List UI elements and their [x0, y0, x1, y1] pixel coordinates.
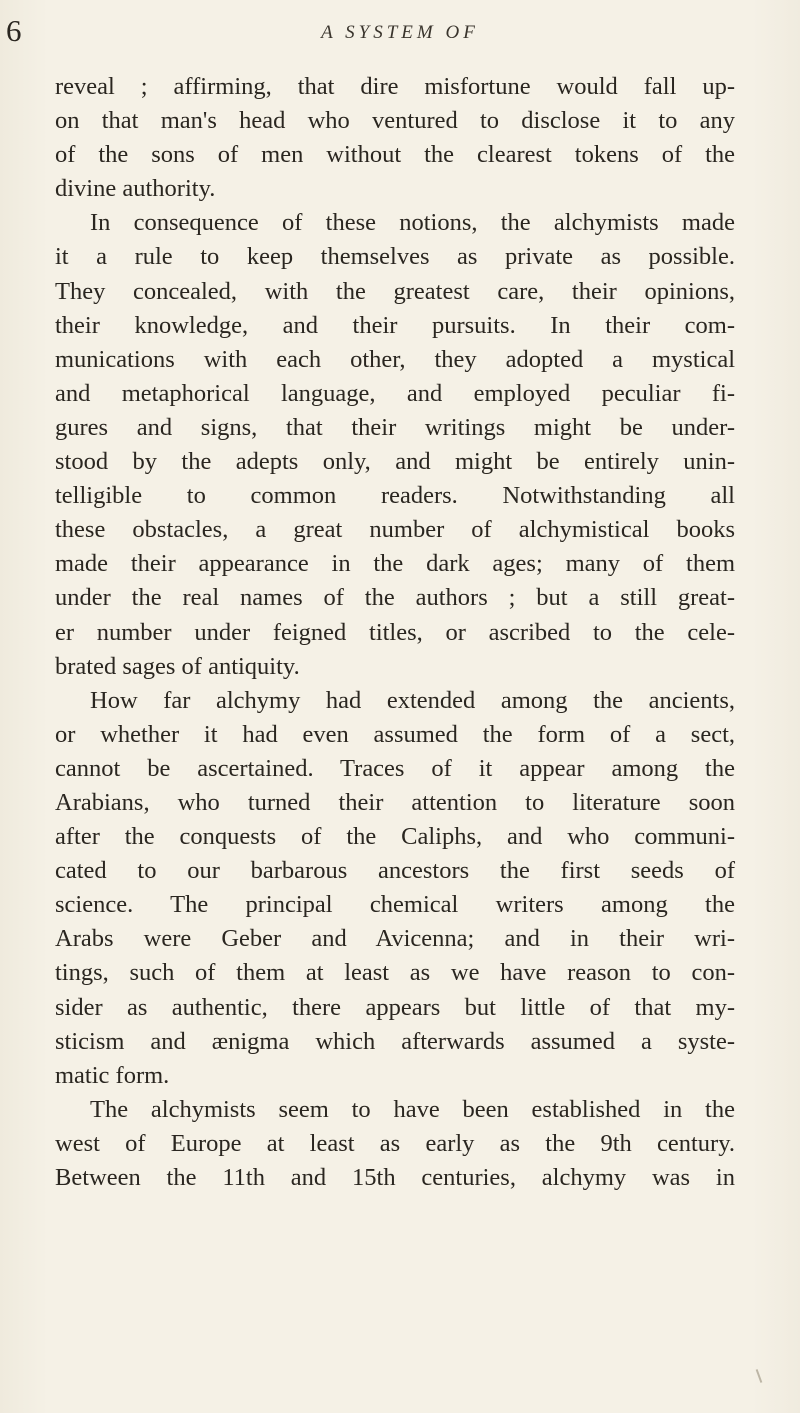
- text-line: under the real names of the authors ; but a still great-: [55, 584, 735, 612]
- text-line: reveal ; affirming, that dire misfortune would fall up-: [55, 73, 735, 100]
- text-line: The alchymists seem to have been established in the: [90, 1095, 735, 1123]
- text-line: cannot be ascertained. Traces of it appear among the: [55, 754, 735, 782]
- text-line: Arabs were Geber and Avicenna; and in their wri-: [55, 925, 735, 953]
- text-line: brated sages of antiquity.: [55, 652, 300, 680]
- text-line: or whether it had even assumed the form of a sect,: [55, 720, 735, 748]
- text-line: Between the 11th and 15th centuries, alchymy was in: [55, 1164, 735, 1191]
- text-line: How far alchymy had extended among the ancients,: [90, 686, 735, 714]
- text-line: In consequence of these notions, the alchymists made: [90, 209, 735, 237]
- text-line: after the conquests of the Caliphs, and who communi-: [55, 823, 735, 851]
- text-line: er number under feigned titles, or ascribed to the cele-: [55, 618, 735, 646]
- text-line: on that man's head who ventured to disclose it to any: [55, 107, 735, 135]
- running-head: A SYSTEM OF: [321, 22, 479, 43]
- text-line: Arabians, who turned their attention to literature soon: [55, 788, 735, 816]
- text-line: munications with each other, they adopted a mystical: [55, 345, 735, 373]
- text-line: tings, such of them at least as we have reason to con-: [55, 959, 735, 987]
- text-line: science. The principal chemical writers among the: [55, 891, 735, 919]
- text-line: gures and signs, that their writings might be under-: [55, 413, 735, 441]
- text-line: They concealed, with the greatest care, their opinions,: [55, 277, 735, 305]
- page-mark: [756, 1369, 763, 1383]
- body-text: [55, 70, 735, 1195]
- text-line: it a rule to keep themselves as private as possible.: [55, 243, 735, 271]
- text-line: made their appearance in the dark ages; many of them: [55, 550, 735, 578]
- text-line: cated to our barbarous ancestors the first seeds of: [55, 857, 735, 885]
- page-number: 6: [6, 13, 22, 48]
- text-line: divine authority.: [55, 175, 216, 203]
- text-line: telligible to common readers. Notwithstanding all: [55, 482, 735, 510]
- text-line: west of Europe at least as early as the 9th century.: [55, 1129, 735, 1157]
- text-line: sticism and ænigma which afterwards assumed a syste-: [55, 1027, 735, 1055]
- text-line: and metaphorical language, and employed peculiar fi-: [55, 379, 735, 407]
- text-line: matic form.: [55, 1061, 170, 1089]
- text-line: these obstacles, a great number of alchymistical books: [55, 516, 735, 544]
- text-line: their knowledge, and their pursuits. In their com-: [55, 311, 735, 339]
- text-line: of the sons of men without the clearest tokens of the: [55, 141, 735, 169]
- text-line: sider as authentic, there appears but little of that my-: [55, 993, 735, 1021]
- text-line: stood by the adepts only, and might be entirely unin-: [55, 448, 735, 476]
